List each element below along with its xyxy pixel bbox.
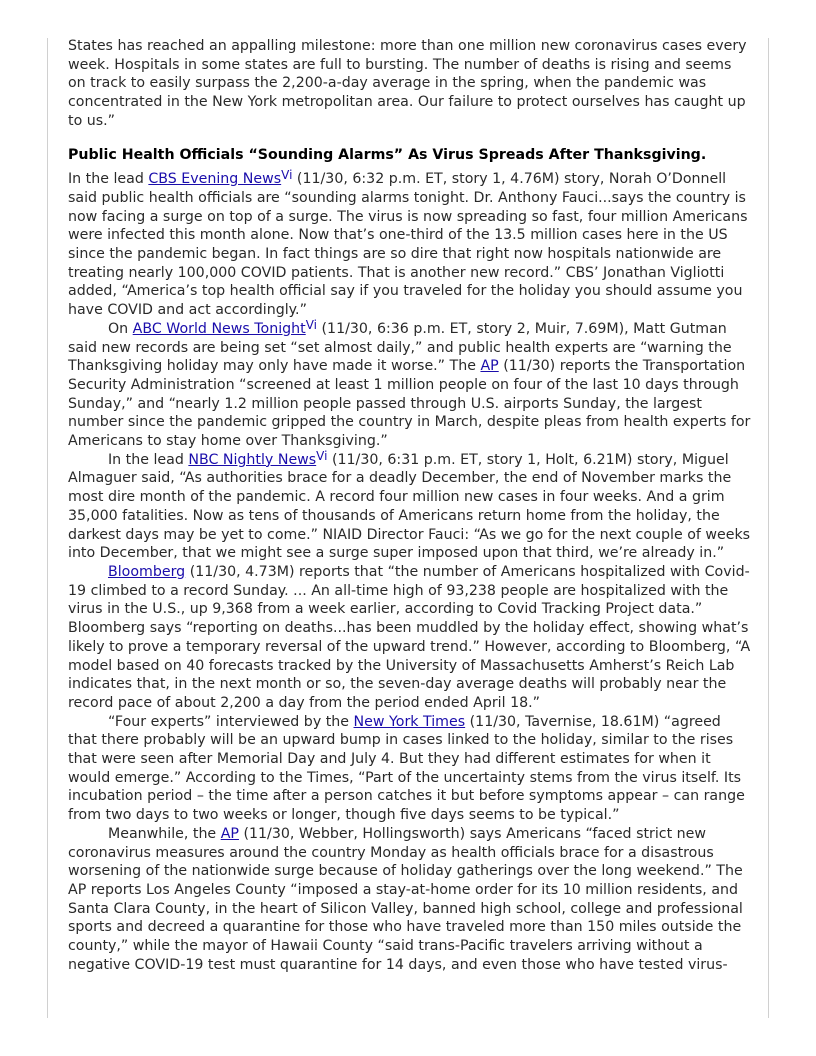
ap-link[interactable]: AP [480,358,499,375]
cbs-evening-news-link[interactable]: CBS Evening News [148,171,282,188]
bloomberg-link[interactable]: Bloomberg [108,563,186,580]
paragraph-text: (11/30, 6:36 p.m. ET, story 2, Muir, 7.69M), Matt Gutman said new records are being set “set almost daily,” and public health experts are “warning the Thanksgiving holiday may only have made it worse.” The [68,320,732,375]
paragraph-text: (11/30, 6:32 p.m. ET, story 1, 4.76M) story, Norah O’Donnell said public health officials are “sounding alarms tonight. Dr. Anthony Fauci...says the country is now facing a surge on top of a surge. The virus is now spreading so fast, four million Americans were infected this month alone. Now that’s one-third of the 13.5 million cases here in the US since the pandemic began. In fact things are so dire that right now hospitals nationwide are treating nearly 100,000 COVID patients. That is another new record.” CBS’ Jonathan Vigliotti added, “America’s top health official say if you traveled for the holiday you should assume you have COVID and act accordingly.” [68,171,748,319]
paragraph-cbs [68,170,752,320]
intro-paragraph: States has reached an appalling milestone: more than one million new coronavirus cases every week. Hospitals in some states are full to bursting. The number of deaths is rising and seems on track to easily surpass the 2,200-a-day average in the spring, when the pandemic was concentrated in the New York metropolitan area. Our failure to protect ourselves has caught up to us.” [68,38,747,129]
new-york-times-link[interactable]: New York Times [353,713,466,730]
video-indicator[interactable]: Vi [281,168,293,183]
page-border-right [768,38,769,1018]
nbc-nightly-news-link[interactable]: NBC Nightly News [188,451,317,468]
paragraph-text: Meanwhile, the [108,825,221,842]
paragraph-text: (11/30, Tavernise, 18.61M) “agreed that there probably will be an upward bump in cases linked to the holiday, similar to the rises that were seen after Memorial Day and July 4. But they had different estimates for when it would emerge.” According to the Times, “Part of the uncertainty stems from the virus itself. Its incubation period – the time after a person catches it but before symptoms appear – can range from two days to two weeks or longer, though five days seems to be typical.” [68,713,745,824]
paragraph-ap [68,825,752,975]
page-border-left [47,38,48,1018]
paragraph-text: (11/30, 4.73M) reports that “the number of Americans hospitalized with Covid-19 climbed to a record Sunday. ... An all-time high of 93,238 people are hospitalized with the virus in the U.S., up 9,368 from a week earlier, according to Covid Tracking Project data.” Bloomberg says “reporting on deaths...has been muddled by the holiday effect, showing what’s likely to prove a temporary reversal of the upward trend.” However, according to Bloomberg, “A model based on 40 forecasts tracked by the University of Massachusetts Amherst’s Reich Lab indicates that, in the next month or so, the seven-day average deaths will probably near the record pace of about 2,200 a day from the period ended April 18.” [68,563,751,711]
video-indicator[interactable]: Vi [316,448,328,463]
paragraph-text: On [108,320,133,337]
abc-world-news-tonight-link[interactable]: ABC World News Tonight [132,320,306,337]
paragraph-text: In the lead [68,171,149,188]
paragraph-text: (11/30) reports the Transportation Security Administration “screened at least 1 million people on four of the last 10 days through Sunday,” and “nearly 1.2 million people passed through U.S. airports Sunday, the largest number since the pandemic gripped the country in March, despite pleas from health experts for Americans to stay home over Thanksgiving.” [68,358,751,450]
paragraph-text: (11/30, Webber, Hollingsworth) says Americans “faced strict new coronavirus measures around the country Monday as health officials brace for a disastrous worsening of the nationwide surge because of holiday gatherings over the long weekend.” The AP reports Los Angeles County “imposed a stay-at-home order for its 10 million residents, and Santa Clara County, in the heart of Silicon Valley, banned high school, college and professional sports and decreed a quarantine for those who have traveled more than 150 miles outside the county,” while the mayor of Hawaii County “said trans-Pacific travelers arriving without a negative COVID-19 test must quarantine for 14 days, and even those who have tested virus- [68,825,743,973]
document-body [68,37,752,974]
paragraph-nyt [68,713,752,825]
ap-link[interactable]: AP [220,825,239,842]
article-heading: Public Health Officials “Sounding Alarms” As Virus Spreads After Thanksgiving. [68,146,707,163]
paragraph-text: (11/30, 6:31 p.m. ET, story 1, Holt, 6.21M) story, Miguel Almaguer said, “As authorities brace for a deadly December, the end of November marks the most dire month of the pandemic. A record four million new cases in four weeks. And a grim 35,000 fatalities. Now as tens of thousands of Americans return home from the holiday, the darkest days may be yet to come.” NIAID Director Fauci: “As we go for the next couple of weeks into December, that we might see a surge super imposed upon that third, we’re already in.” [68,451,751,562]
video-indicator[interactable]: Vi [305,317,317,332]
paragraph-nbc [68,448,752,563]
paragraph-text: “Four experts” interviewed by the [108,713,354,730]
paragraph-text: In the lead [108,451,189,468]
paragraph-bloomberg [68,563,752,713]
paragraph-abc [68,317,752,451]
